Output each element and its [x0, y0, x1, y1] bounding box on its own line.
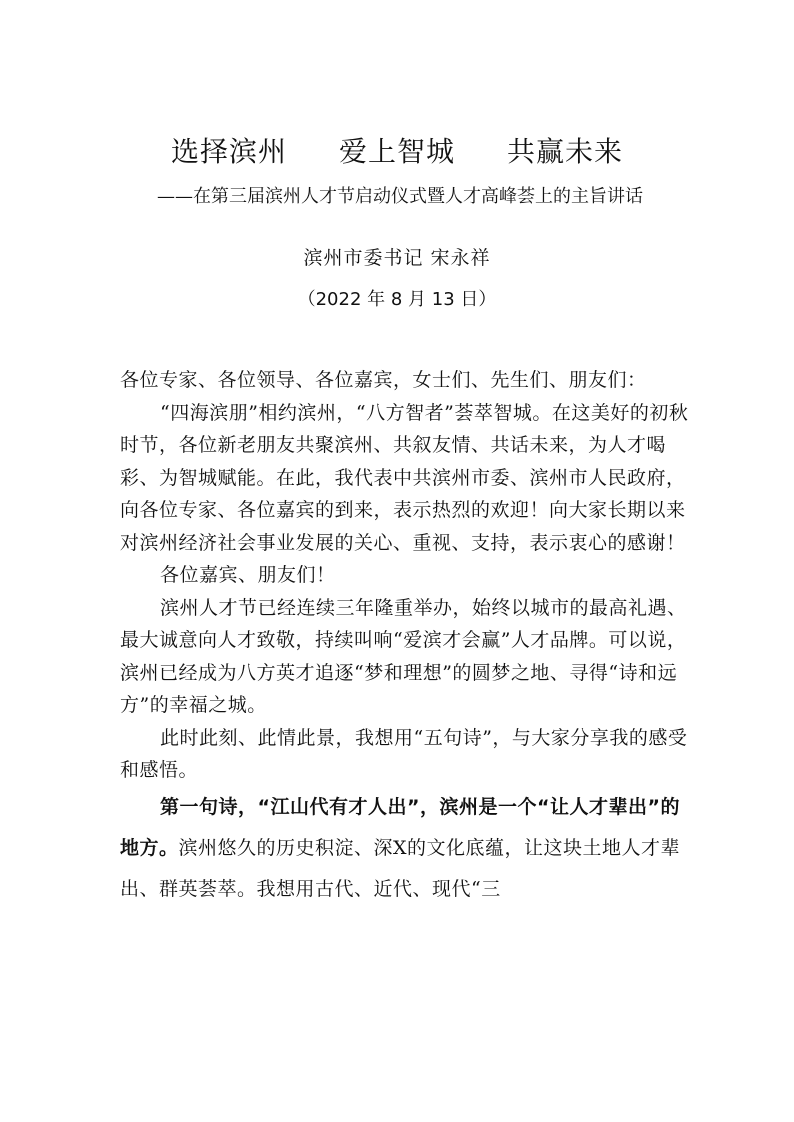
- salutation: 各位专家、各位领导、各位嘉宾，女士们、先生们、朋友们：: [120, 369, 647, 391]
- author-line: 滨州市委书记 宋永祥: [303, 247, 491, 269]
- title-part-3: 共赢未来: [507, 135, 624, 168]
- paragraph-address: 各位嘉宾、朋友们！: [160, 564, 336, 586]
- paragraph-welcome: “四海滨朋”相约滨州，“八方智者”荟萃智城。在这美好的初秋时节，各位新老朋友共聚滨州、共叙友情、共话未来，为人才喝彩、为智城赋能。在此，我代表中共滨州市委、滨州市人民政府，向各位专家、各位嘉宾的到来，表示热烈的欢迎！向大家长期以来对滨州经济社会事业发展的关心、重视、支持，表示衷心的感谢！: [120, 401, 689, 554]
- paragraph-first-poem: [120, 787, 692, 910]
- speech-date: （2022 年 8 月 13 日）: [297, 289, 497, 310]
- title-part-2: 爱上智城: [338, 135, 455, 168]
- page-subtitle: ——在第三届滨州人才节启动仪式暨人才高峰荟上的主旨讲话: [157, 186, 643, 207]
- speech-body: [120, 364, 692, 910]
- page-title: [0, 132, 794, 172]
- paragraph-talent-festival: 滨州人才节已经连续三年隆重举办，始终以城市的最高礼遇、最大诚意向人才致敬，持续叫响“爱滨才会赢”人才品牌。可以说，滨州已经成为八方英才追逐“梦和理想”的圆梦之地、寻得“诗和远方”的幸福之城。: [120, 596, 687, 716]
- paragraph-five-poems: 此时此刻、此情此景，我想用“五句诗”，与大家分享我的感受和感悟。: [120, 726, 688, 781]
- first-poem-text: 滨州悠久的历史积淀、深X的文化底蕴，让这块土地人才辈出、群英荟萃。我想用古代、近代、现代“三: [120, 836, 681, 900]
- title-part-1: 选择滨州: [170, 135, 287, 168]
- first-poem-heading: 第一句诗，“江山代有才人出”，滨州是一个“让人才辈出”的地方。: [120, 795, 680, 859]
